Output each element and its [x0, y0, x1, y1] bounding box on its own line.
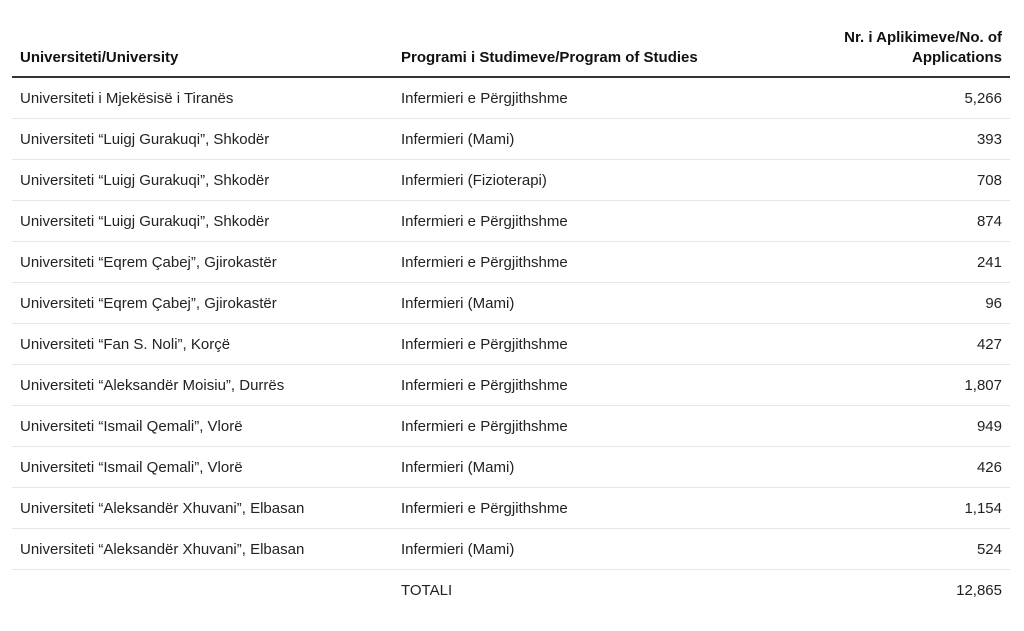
total-value: 12,865	[956, 581, 1002, 599]
total-university	[12, 570, 393, 611]
cell-applications: 393	[823, 119, 1010, 160]
cell-applications: 241	[823, 242, 1010, 283]
cell-university: Universiteti “Luigj Gurakuqi”, Shkodër	[12, 160, 393, 201]
cell-university: Universiteti “Ismail Qemali”, Vlorë	[12, 447, 393, 488]
table-body	[12, 77, 1010, 610]
cell-applications: 5,266	[823, 77, 1010, 119]
table-row	[12, 201, 1010, 242]
cell-applications: 874	[823, 201, 1010, 242]
cell-applications: 426	[823, 447, 1010, 488]
cell-university: Universiteti “Aleksandër Xhuvani”, Elbasan	[12, 488, 393, 529]
cell-program: Infermieri e Përgjithshme	[393, 488, 823, 529]
cell-university: Universiteti i Mjekësisë i Tiranës	[12, 77, 393, 119]
table-row	[12, 242, 1010, 283]
header-program: Programi i Studimeve/Program of Studies	[393, 28, 823, 77]
table-row	[12, 488, 1010, 529]
header-university: Universiteti/University	[12, 28, 393, 77]
table-row	[12, 406, 1010, 447]
table-row	[12, 160, 1010, 201]
cell-program: Infermieri e Përgjithshme	[393, 324, 823, 365]
cell-university: Universiteti “Aleksandër Xhuvani”, Elbasan	[12, 529, 393, 570]
total-row	[12, 570, 1010, 611]
cell-program: Infermieri (Mami)	[393, 283, 823, 324]
cell-program: Infermieri e Përgjithshme	[393, 201, 823, 242]
table-header-row	[12, 28, 1010, 77]
table-row	[12, 324, 1010, 365]
cell-program: Infermieri (Mami)	[393, 119, 823, 160]
header-applications: Nr. i Aplikimeve/No. of Applications	[823, 28, 1010, 77]
table-row	[12, 77, 1010, 119]
total-label: TOTALI	[401, 581, 453, 599]
table-row	[12, 447, 1010, 488]
table-row	[12, 529, 1010, 570]
cell-applications: 524	[823, 529, 1010, 570]
cell-applications: 96	[823, 283, 1010, 324]
cell-university: Universiteti “Luigj Gurakuqi”, Shkodër	[12, 119, 393, 160]
applications-table	[12, 28, 1010, 610]
applications-table-container	[12, 28, 1010, 610]
table-row	[12, 119, 1010, 160]
cell-program: Infermieri e Përgjithshme	[393, 77, 823, 119]
cell-program: Infermieri e Përgjithshme	[393, 365, 823, 406]
table-row	[12, 283, 1010, 324]
cell-university: Universiteti “Eqrem Çabej”, Gjirokastër	[12, 283, 393, 324]
cell-applications: 427	[823, 324, 1010, 365]
cell-university: Universiteti “Ismail Qemali”, Vlorë	[12, 406, 393, 447]
cell-program: Infermieri (Mami)	[393, 529, 823, 570]
cell-university: Universiteti “Luigj Gurakuqi”, Shkodër	[12, 201, 393, 242]
cell-university: Universiteti “Eqrem Çabej”, Gjirokastër	[12, 242, 393, 283]
cell-program: Infermieri e Përgjithshme	[393, 242, 823, 283]
table-row	[12, 365, 1010, 406]
cell-university: Universiteti “Aleksandër Moisiu”, Durrës	[12, 365, 393, 406]
cell-university: Universiteti “Fan S. Noli”, Korçë	[12, 324, 393, 365]
cell-program: Infermieri e Përgjithshme	[393, 406, 823, 447]
cell-program: Infermieri (Fizioterapi)	[393, 160, 823, 201]
cell-program: Infermieri (Mami)	[393, 447, 823, 488]
cell-applications: 1,807	[823, 365, 1010, 406]
cell-applications: 949	[823, 406, 1010, 447]
cell-applications: 708	[823, 160, 1010, 201]
cell-applications: 1,154	[823, 488, 1010, 529]
